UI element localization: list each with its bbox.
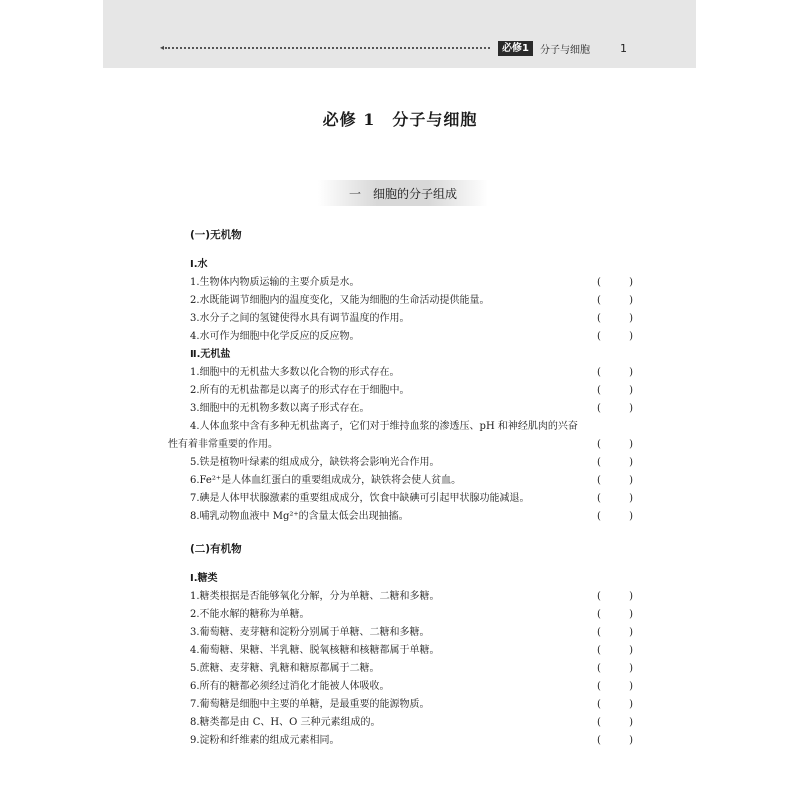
answer-parentheses[interactable] (597, 642, 633, 660)
open-paren: ( (597, 645, 601, 656)
question-text: 4.水可作为细胞中化学反应的反应物。 (190, 331, 360, 342)
close-paren: ) (629, 717, 633, 728)
question-item (190, 490, 635, 508)
open-paren: ( (597, 735, 601, 746)
answer-parentheses[interactable] (597, 472, 633, 490)
arrow-left-icon: ◂ (160, 43, 165, 52)
question-text: 5.铁是植物叶绿素的组成成分，缺铁将会影响光合作用。 (190, 457, 440, 468)
close-paren: ) (629, 511, 633, 522)
question-item (190, 454, 635, 472)
open-paren: ( (597, 681, 601, 692)
close-paren: ) (629, 591, 633, 602)
question-text: 4.葡萄糖、果糖、半乳糖、脱氧核糖和核糖都属于单糖。 (190, 645, 440, 656)
question-list (168, 222, 635, 750)
subsection-heading: Ⅱ.无机盐 (190, 349, 231, 360)
open-paren: ( (597, 313, 601, 324)
category-heading: (一)无机物 (190, 229, 242, 241)
answer-parentheses[interactable] (597, 292, 633, 310)
question-item (190, 606, 635, 624)
open-paren: ( (597, 609, 601, 620)
close-paren: ) (629, 277, 633, 288)
question-text: 3.细胞中的无机物多数以离子形式存在。 (190, 403, 370, 414)
answer-parentheses[interactable] (597, 606, 633, 624)
open-paren: ( (597, 627, 601, 638)
question-item (190, 382, 635, 400)
open-paren: ( (597, 511, 601, 522)
question-text: 2.水既能调节细胞内的温度变化，又能为细胞的生命活动提供能量。 (190, 295, 490, 306)
question-item (190, 292, 635, 310)
question-text: 7.葡萄糖是细胞中主要的单糖，是最重要的能源物质。 (190, 699, 430, 710)
question-text: 2.不能水解的糖称为单糖。 (190, 609, 310, 620)
answer-parentheses[interactable] (597, 714, 633, 732)
question-text: 9.淀粉和纤维素的组成元素相同。 (190, 735, 340, 746)
open-paren: ( (597, 699, 601, 710)
close-paren: ) (629, 681, 633, 692)
open-paren: ( (597, 367, 601, 378)
question-item (190, 310, 635, 328)
answer-parentheses[interactable] (597, 624, 633, 642)
subsection-heading: Ⅰ.水 (190, 259, 208, 270)
spacer (190, 526, 635, 536)
close-paren: ) (629, 457, 633, 468)
question-text (168, 418, 635, 450)
open-paren: ( (597, 475, 601, 486)
answer-parentheses[interactable] (597, 732, 633, 750)
chapter-title: 必修 1 分子与细胞 (322, 110, 478, 129)
question-item (190, 274, 635, 292)
category-heading: (二)有机物 (190, 543, 242, 555)
close-paren: ) (629, 295, 633, 306)
question-item (190, 714, 635, 732)
header-tag-title: 分子与细胞 (539, 45, 590, 56)
open-paren: ( (597, 331, 601, 342)
page-number: 1 (620, 42, 627, 55)
open-paren: ( (597, 457, 601, 468)
answer-parentheses[interactable] (597, 508, 633, 526)
answer-parentheses[interactable] (597, 274, 633, 292)
close-paren: ) (629, 313, 633, 324)
open-paren: ( (597, 403, 601, 414)
question-text: 1.生物体内物质运输的主要介质是水。 (190, 277, 360, 288)
question-item (168, 418, 635, 454)
answer-parentheses[interactable] (597, 310, 633, 328)
answer-parentheses[interactable] (597, 400, 633, 418)
question-text: 8.糖类都是由 C、H、O 三种元素组成的。 (190, 717, 381, 728)
header-tag-box: 必修1 (498, 41, 533, 56)
question-item (190, 642, 635, 660)
question-text: 3.葡萄糖、麦芽糖和淀粉分别属于单糖、二糖和多糖。 (190, 627, 430, 638)
answer-parentheses[interactable] (597, 490, 633, 508)
header-dotted-rule (165, 47, 490, 49)
answer-parentheses[interactable] (597, 660, 633, 678)
question-item (190, 696, 635, 714)
question-text-line1: 4.人体血浆中含有多种无机盐离子，它们对于维持血浆的渗透压、pH 和神经肌肉的兴奋 (190, 421, 578, 432)
close-paren: ) (629, 331, 633, 342)
answer-parentheses[interactable] (597, 696, 633, 714)
close-paren: ) (629, 367, 633, 378)
answer-parentheses[interactable] (597, 328, 633, 346)
question-text: 1.糖类根据是否能够氧化分解，分为单糖、二糖和多糖。 (190, 591, 440, 602)
subsection-heading: Ⅰ.糖类 (190, 573, 218, 584)
question-text: 8.哺乳动物血液中 Mg²⁺的含量太低会出现抽搐。 (190, 511, 409, 522)
open-paren: ( (597, 277, 601, 288)
close-paren: ) (629, 385, 633, 396)
close-paren: ) (629, 645, 633, 656)
open-paren: ( (597, 493, 601, 504)
close-paren: ) (629, 609, 633, 620)
question-item (190, 472, 635, 490)
question-item (190, 660, 635, 678)
header-chapter-tag (498, 41, 590, 56)
question-text: 5.蔗糖、麦芽糖、乳糖和糖原都属于二糖。 (190, 663, 380, 674)
answer-parentheses[interactable] (597, 436, 633, 454)
close-paren: ) (629, 439, 633, 450)
question-text: 3.水分子之间的氢键使得水具有调节温度的作用。 (190, 313, 410, 324)
section-heading-text: 一 细胞的分子组成 (348, 186, 457, 201)
question-text-line2: 性有着非常重要的作用。 (168, 439, 278, 450)
answer-parentheses[interactable] (597, 588, 633, 606)
close-paren: ) (629, 699, 633, 710)
section-heading (318, 180, 488, 206)
open-paren: ( (597, 439, 601, 450)
close-paren: ) (629, 403, 633, 414)
close-paren: ) (629, 627, 633, 638)
question-text: 2.所有的无机盐都是以离子的形式存在于细胞中。 (190, 385, 410, 396)
close-paren: ) (629, 735, 633, 746)
question-item (190, 328, 635, 346)
open-paren: ( (597, 591, 601, 602)
answer-parentheses[interactable] (597, 678, 633, 696)
open-paren: ( (597, 295, 601, 306)
answer-parentheses[interactable] (597, 364, 633, 382)
open-paren: ( (597, 385, 601, 396)
question-text: 6.Fe²⁺是人体血红蛋白的重要组成成分，缺铁将会使人贫血。 (190, 475, 462, 486)
open-paren: ( (597, 663, 601, 674)
close-paren: ) (629, 475, 633, 486)
question-item (190, 588, 635, 606)
running-header (103, 0, 696, 68)
close-paren: ) (629, 663, 633, 674)
answer-parentheses[interactable] (597, 382, 633, 400)
question-item (190, 732, 635, 750)
close-paren: ) (629, 493, 633, 504)
question-item (190, 624, 635, 642)
open-paren: ( (597, 717, 601, 728)
question-text: 7.碘是人体甲状腺激素的重要组成成分，饮食中缺碘可引起甲状腺功能减退。 (190, 493, 530, 504)
question-item (190, 364, 635, 382)
question-text: 6.所有的糖都必须经过消化才能被人体吸收。 (190, 681, 390, 692)
question-item (190, 400, 635, 418)
answer-parentheses[interactable] (597, 454, 633, 472)
question-text: 1.细胞中的无机盐大多数以化合物的形式存在。 (190, 367, 400, 378)
question-item (190, 678, 635, 696)
question-item (190, 508, 635, 526)
